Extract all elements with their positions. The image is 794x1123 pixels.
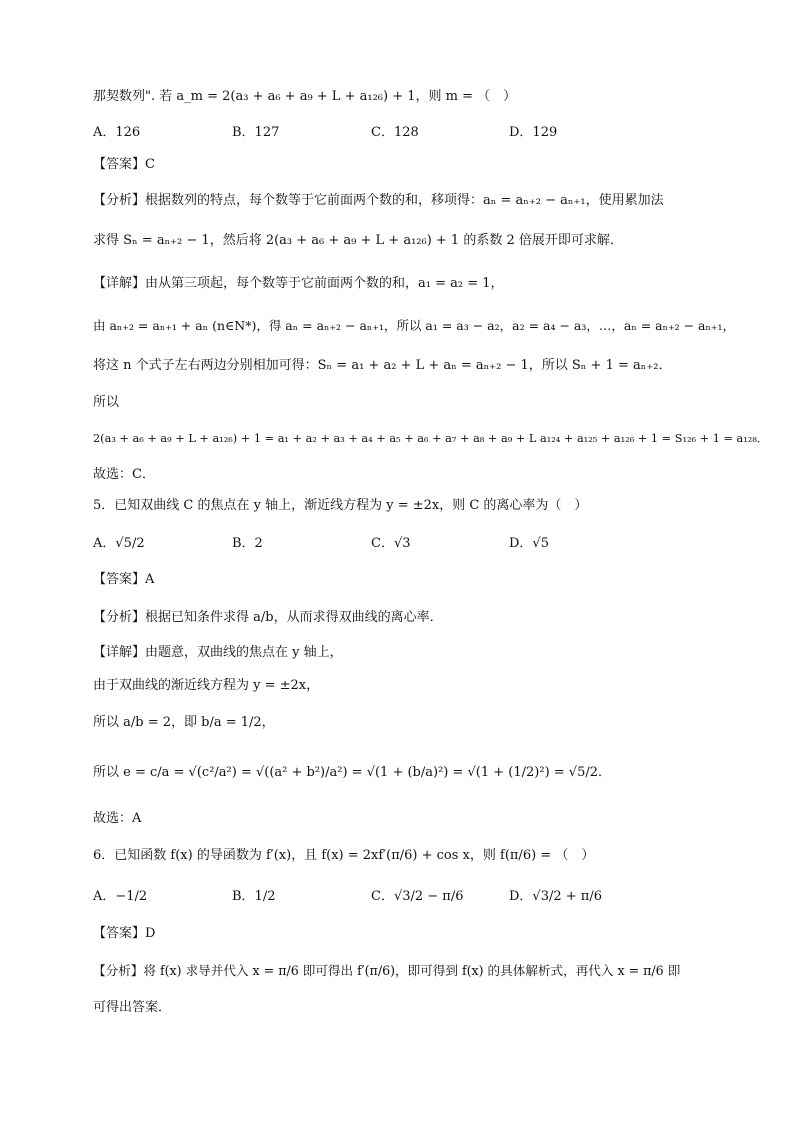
q6-option-d: D．√3/2 + π/6	[509, 889, 602, 904]
q5-option-b: B．2	[232, 536, 263, 551]
detail-text: 由从第三项起，每个数等于它前面两个数的和，a₁ = a₂ = 1，	[145, 276, 504, 291]
q4-detail-5: 2(a₃ + a₆ + a₉ + L + a₁₂₆) + 1 = a₁ + a₂ + a₃ + a₄ + a₅ + a₆ + a₇ + a₈ + a₉ + L a₁₂₄ + a₁₂₅ + a₁₂₆ + 1 = S₁₂₆ + 1 = a₁₂₈．	[93, 432, 769, 445]
analysis-tag: 【分析】	[93, 963, 144, 978]
detail-tag: 【详解】	[93, 276, 146, 291]
answer-tag: 【答案】	[93, 157, 146, 172]
q6-analysis-2: 可得出答案．	[93, 1000, 172, 1015]
q5-analysis-1	[93, 607, 734, 629]
answer-tag: 【答案】	[93, 572, 146, 587]
q4-option-b: B．127	[232, 125, 280, 140]
answer-value: C	[145, 157, 155, 172]
q5-detail-3: 所以 a/b = 2，即 b/a = 1/2，	[93, 715, 275, 730]
q4-option-c: C．128	[371, 125, 419, 140]
q6-option-c: C．√3/2 − π/6	[371, 889, 464, 904]
detail-tag: 【详解】	[93, 645, 146, 660]
q4-analysis-1	[93, 190, 734, 212]
q4-detail-1	[93, 273, 734, 295]
q4-analysis-2: 求得 Sₙ = aₙ₊₂ − 1，然后将 2(a₃ + a₆ + a₉ + L + a₁₂₆) + 1 的系数 2 倍展开即可求解．	[93, 233, 623, 248]
analysis-tag: 【分析】	[93, 193, 146, 208]
answer-tag: 【答案】	[93, 926, 146, 941]
answer-value: D	[145, 926, 156, 941]
q5-option-c: C．√3	[371, 536, 411, 551]
q4-option-d: D．129	[509, 125, 558, 140]
q5-option-d: D．√5	[509, 536, 549, 551]
q4-detail-3: 将这 n 个式子左右两边分别相加可得：Sₙ = a₁ + a₂ + L + aₙ = aₙ₊₂ − 1，所以 Sₙ + 1 = aₙ₊₂．	[93, 358, 672, 373]
q5-answer	[93, 569, 734, 591]
q6-stem: 6．已知函数 f(x) 的导函数为 f′(x)，且 f(x) = 2xf′(π/6) + cos x，则 f(π/6) = （ ）	[93, 848, 595, 863]
analysis-text: 根据数列的特点，每个数等于它前面两个数的和，移项得：aₙ = aₙ₊₂ − aₙ₊₁，使用累加法	[145, 193, 664, 208]
q5-option-a: A．√5/2	[93, 536, 145, 551]
q5-detail-1	[93, 642, 734, 664]
detail-text: 由题意，双曲线的焦点在 y 轴上，	[145, 645, 343, 660]
analysis-tag: 【分析】	[93, 610, 146, 625]
q5-choose: 故选：A	[93, 811, 142, 826]
q6-analysis-1	[93, 960, 734, 982]
q4-answer	[93, 154, 734, 176]
analysis-text: 根据已知条件求得 a/b，从而求得双曲线的离心率．	[145, 610, 443, 625]
q6-option-a: A．−1/2	[93, 889, 148, 904]
q6-answer	[93, 923, 734, 945]
q6-option-b: B．1/2	[232, 889, 276, 904]
q5-stem: 5．已知双曲线 C 的焦点在 y 轴上，渐近线方程为 y = ±2x，则 C 的离心率为（ ）	[93, 498, 588, 513]
q4-stem: 那契数列". 若 a_m = 2(a₃ + a₆ + a₉ + L + a₁₂₆) + 1，则 m = （ ）	[93, 89, 517, 104]
q4-detail-2: 由 aₙ₊₂ = aₙ₊₁ + aₙ (n∈N*)，得 aₙ = aₙ₊₂ − aₙ₊₁，所以 a₁ = a₃ − a₂，a₂ = a₄ − a₃，…，aₙ = aₙ₊₂ − aₙ₊₁，	[93, 318, 736, 333]
q4-choose: 故选：C．	[93, 467, 155, 482]
q4-detail-4: 所以	[93, 395, 120, 410]
q5-detail-4: 所以 e = c/a = √(c²/a²) = √((a² + b²)/a²) = √(1 + (b/a)²) = √(1 + (1/2)²) = √5/2．	[93, 765, 612, 780]
answer-value: A	[145, 572, 155, 587]
analysis-text: 将 f(x) 求导并代入 x = π/6 即可得出 f′(π/6)，即可得到 f(x) 的具体解析式，再代入 x = π/6 即	[143, 963, 681, 978]
q5-detail-2: 由于双曲线的渐近线方程为 y = ±2x，	[93, 678, 320, 693]
q4-option-a: A．126	[93, 125, 141, 140]
